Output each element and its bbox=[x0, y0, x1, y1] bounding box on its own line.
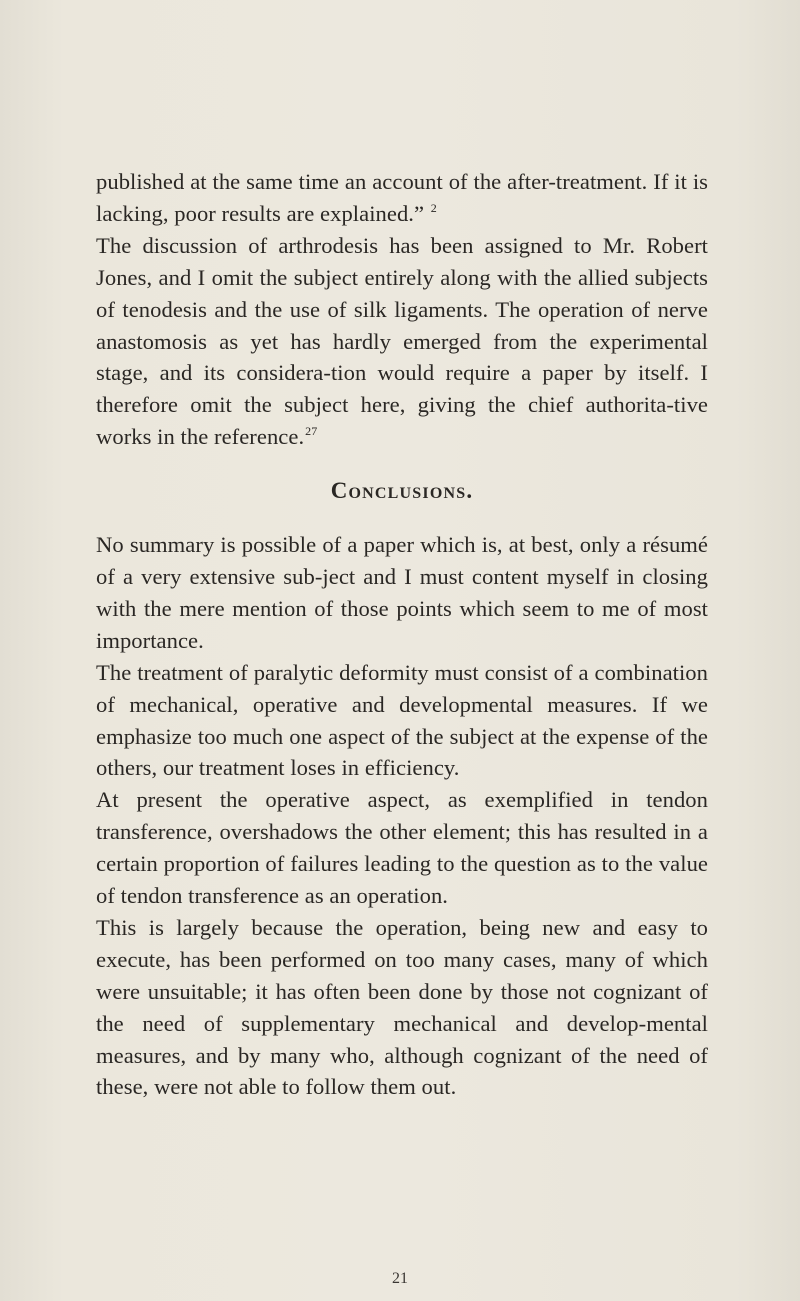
paragraph-arthrodesis bbox=[96, 230, 708, 453]
paragraph-operative-aspect: At present the operative aspect, as exemplified in tendon transference, overshadows the other element; this has resulted in a certain proportion of failures leading to the question as to the value of tendon transference as an operation. bbox=[96, 787, 708, 909]
section-heading-conclusions: Conclusions. bbox=[330, 478, 474, 504]
page-body bbox=[96, 166, 708, 1103]
paragraph-summary: No summary is possible of a paper which is, at best, only a résumé of a very extensive sub-ject and I must content myself in closing with the mere mention of those points which seem to me of most importance. bbox=[96, 532, 708, 653]
footnote-reference: 2 bbox=[430, 200, 437, 215]
paragraph-text: published at the same time an account of the after-treatment. If it is lacking, poor results are explained.” bbox=[96, 169, 708, 226]
footnote-reference: 27 bbox=[305, 424, 318, 439]
paragraph-continuation bbox=[96, 166, 708, 230]
paragraph-text: The discussion of arthrodesis has been assigned to Mr. Robert Jones, and I omit the subject entirely along with the allied subjects of tenodesis and the use of silk ligaments. The operation of nerve anastomosis as yet has hardly emerged from the experimental stage, and its considera-tion would require a paper by itself. I therefore omit the subject here, giving the chief authorita-tive works in the reference. bbox=[96, 232, 708, 450]
page-number: 21 bbox=[392, 1270, 408, 1287]
paragraph-treatment: The treatment of paralytic deformity must consist of a combination of mechanical, operative and developmental measures. If we emphasize too much one aspect of the subject at the expense of the others, our treatment loses in efficiency. bbox=[96, 659, 708, 781]
paragraph-largely-because: This is largely because the operation, being new and easy to execute, has been performed on too many cases, many of which were unsuitable; it has often been done by those not cognizant of the need of supplementary mechanical and develop-mental measures, and by many who, although cognizant of the need of these, were not able to follow them out. bbox=[96, 914, 708, 1100]
